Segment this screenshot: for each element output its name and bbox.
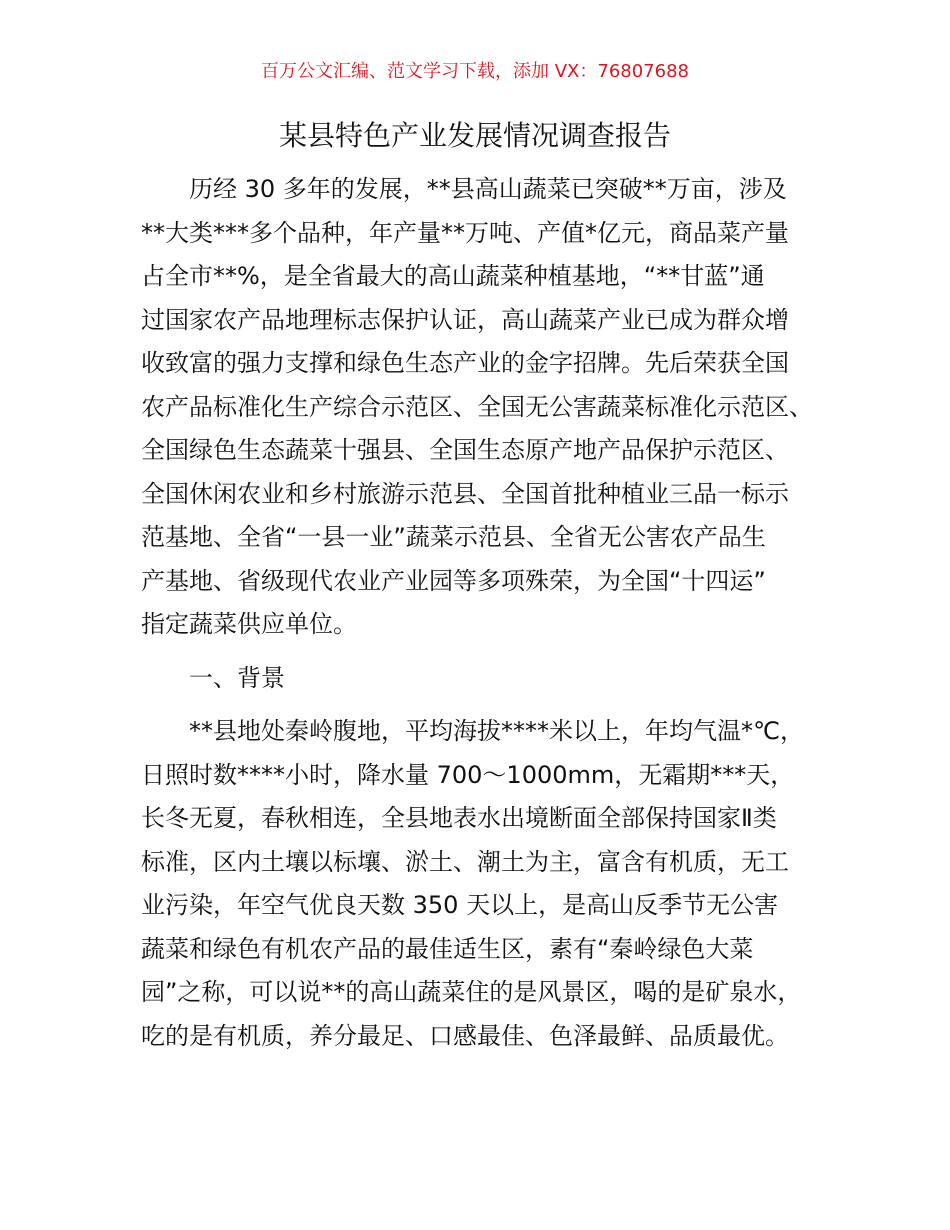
section-heading-text: 一、背景 — [189, 664, 285, 692]
text-line: 占全市**%，是全省最大的高山蔬菜种植基地，“**甘蓝”通 — [141, 262, 765, 290]
text-line: **大类***多个品种，年产量**万吨、产值*亿元，商品菜产量 — [141, 218, 789, 247]
text-line: 业污染，年空气优良天数 350 天以上，是高山反季节无公害 — [141, 891, 779, 919]
text-line: 标准，区内土壤以标壤、淤土、潮土为主，富含有机质，无工 — [141, 847, 789, 876]
text-line: 园”之称，可以说**的高山蔬菜住的是风景区，喝的是矿泉水， — [141, 978, 802, 1006]
text-line: 长冬无夏，春秋相连，全县地表水出境断面全部保持国家Ⅱ类 — [141, 804, 777, 832]
paragraph-background — [141, 710, 841, 1058]
text-line: 过国家农产品地理标志保护认证，高山蔬菜产业已成为群众增 — [141, 305, 789, 334]
watermark-header: 百万公文汇编、范文学习下载，添加 VX：76807688 — [261, 61, 689, 82]
text-line: 范基地、全省“一县一业”蔬菜示范县、全省无公害农产品生 — [141, 523, 766, 551]
section-heading — [141, 657, 841, 701]
text-line: 历经 30 多年的发展，**县高山蔬菜已突破**万亩，涉及 — [189, 175, 787, 203]
text-line: 全国休闲农业和乡村旅游示范县、全国首批种植业三品一标示 — [141, 479, 789, 508]
text-line: 收致富的强力支撑和绿色生态产业的金字招牌。先后荣获全国 — [141, 349, 789, 377]
text-line: 农产品标准化生产综合示范区、全国无公害蔬菜标准化示范区、 — [141, 392, 813, 421]
text-line: **县地处秦岭腹地，平均海拔****米以上，年均气温*℃， — [189, 717, 804, 745]
text-line: 日照时数****小时，降水量 700～1000mm，无霜期***天， — [141, 760, 795, 789]
text-line: 产基地、省级现代农业产业园等多项殊荣，为全国“十四运” — [141, 566, 766, 595]
text-line: 全国绿色生态蔬菜十强县、全国生态原产地产品保护示范区、 — [141, 436, 789, 464]
paragraph-intro — [141, 168, 841, 647]
document-title: 某县特色产业发展情况调查报告 — [278, 119, 671, 152]
text-line: 蔬菜和绿色有机农产品的最佳适生区，素有“秦岭绿色大菜 — [141, 934, 754, 963]
text-line: 指定蔬菜供应单位。 — [141, 610, 357, 638]
text-line: 吃的是有机质，养分最足、口感最佳、色泽最鲜、品质最优。 — [141, 1021, 789, 1050]
